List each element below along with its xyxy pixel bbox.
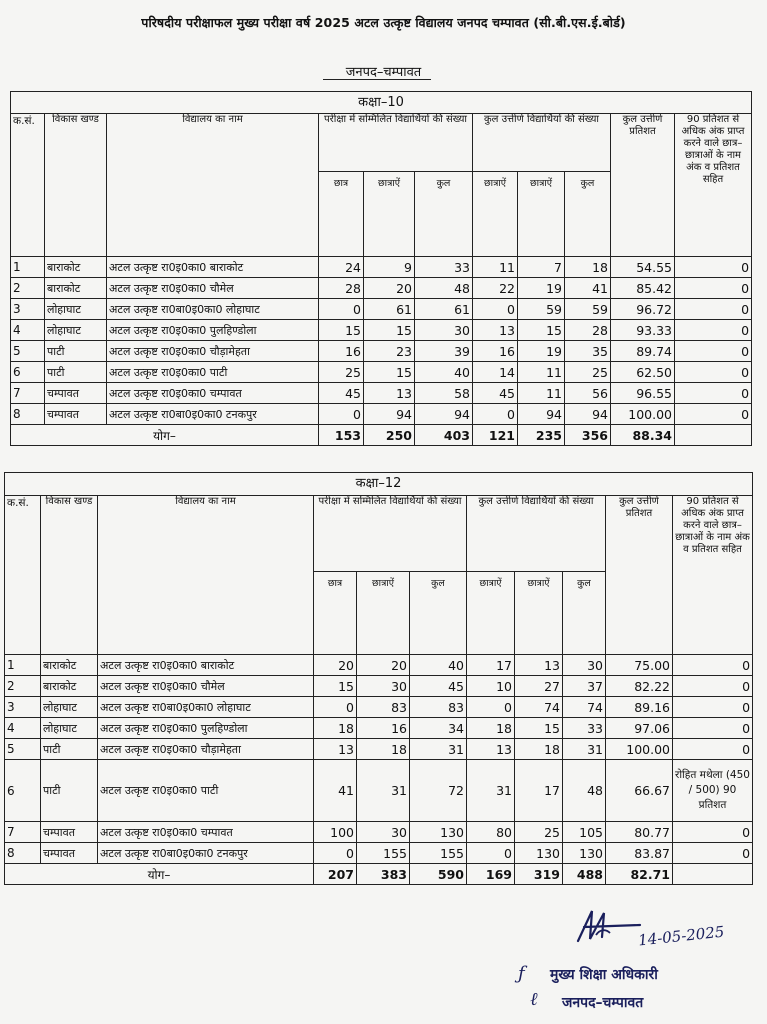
row-girls: 30	[357, 822, 410, 843]
row-boys: 0	[314, 843, 357, 864]
row-total: 94	[415, 404, 473, 425]
row-total: 34	[410, 718, 467, 739]
table-row	[5, 676, 753, 697]
row-serial: 1	[11, 257, 45, 278]
row-p-total: 94	[565, 404, 611, 425]
total-label: योग–	[11, 425, 319, 446]
row-p-boys: 0	[467, 697, 515, 718]
row-p-total: 25	[565, 362, 611, 383]
row-p-boys: 14	[473, 362, 518, 383]
row-p-total: 31	[563, 739, 606, 760]
row-p-girls: 130	[515, 843, 563, 864]
row-pct: 82.22	[606, 676, 673, 697]
row-girls: 9	[364, 257, 415, 278]
row-school: अटल उत्कृष्ट रा0इ0का0 बाराकोट	[107, 257, 319, 278]
row-boys: 20	[314, 655, 357, 676]
row-p-boys: 45	[473, 383, 518, 404]
row-total: 31	[410, 739, 467, 760]
row-serial: 2	[11, 278, 45, 299]
table-row	[11, 362, 752, 383]
row-p-girls: 18	[515, 739, 563, 760]
row-school: अटल उत्कृष्ट रा0बा0इ0का0 टनकपुर	[98, 843, 314, 864]
row-top-students: 0	[675, 299, 752, 320]
row-girls: 30	[357, 676, 410, 697]
row-block: लोहाघाट	[45, 320, 107, 341]
row-girls: 20	[357, 655, 410, 676]
row-p-boys: 80	[467, 822, 515, 843]
row-school: अटल उत्कृष्ट रा0इ0का0 बाराकोट	[98, 655, 314, 676]
row-p-total: 130	[563, 843, 606, 864]
row-school: अटल उत्कृष्ट रा0इ0का0 पाटी	[98, 760, 314, 822]
row-school: अटल उत्कृष्ट रा0इ0का0 चम्पावत	[98, 822, 314, 843]
row-girls: 94	[364, 404, 415, 425]
row-top-students: 0	[673, 697, 753, 718]
row-girls: 18	[357, 739, 410, 760]
total-label: योग–	[5, 864, 314, 885]
row-pct: 62.50	[611, 362, 675, 383]
row-pct: 97.06	[606, 718, 673, 739]
row-top-students: 0	[673, 676, 753, 697]
row-girls: 13	[364, 383, 415, 404]
row-boys: 45	[319, 383, 364, 404]
row-p-total: 48	[563, 760, 606, 822]
row-block: पाटी	[45, 341, 107, 362]
table-row	[5, 718, 753, 739]
row-boys: 0	[319, 404, 364, 425]
row-total: 45	[410, 676, 467, 697]
row-pct: 96.55	[611, 383, 675, 404]
row-top-students: 0	[675, 341, 752, 362]
class12-caption: कक्षा–12	[5, 473, 753, 496]
appeared-header: परीक्षा में सम्मिलित विद्यार्थियों की संख्या	[319, 114, 473, 172]
row-p-boys: 17	[467, 655, 515, 676]
row-p-boys: 11	[473, 257, 518, 278]
row-total: 39	[415, 341, 473, 362]
row-top-students: 0	[675, 404, 752, 425]
row-boys: 15	[319, 320, 364, 341]
total-passed-total: 488	[563, 864, 606, 885]
officer-title: मुख्य शिक्षा अधिकारी	[550, 967, 658, 983]
total-subheader: कुल	[415, 172, 473, 257]
total-top-cell	[673, 864, 753, 885]
total-boys: 207	[314, 864, 357, 885]
class10-caption: कक्षा–10	[11, 92, 752, 114]
row-school: अटल उत्कृष्ट रा0इ0का0 चौड़ामेहता	[107, 341, 319, 362]
row-total: 40	[415, 362, 473, 383]
row-pct: 83.87	[606, 843, 673, 864]
row-block: बाराकोट	[45, 278, 107, 299]
row-p-total: 30	[563, 655, 606, 676]
row-top-students: 0	[675, 362, 752, 383]
row-p-total: 105	[563, 822, 606, 843]
row-school: अटल उत्कृष्ट रा0इ0का0 चौमेल	[107, 278, 319, 299]
total-top-cell	[675, 425, 752, 446]
initials-mark-2: ℓ	[530, 989, 538, 1010]
row-boys: 16	[319, 341, 364, 362]
total-total: 590	[410, 864, 467, 885]
row-girls: 23	[364, 341, 415, 362]
row-pct: 96.72	[611, 299, 675, 320]
row-serial: 4	[11, 320, 45, 341]
row-p-total: 18	[565, 257, 611, 278]
row-total: 33	[415, 257, 473, 278]
passed-total-subheader: कुल	[563, 572, 606, 655]
row-girls: 31	[357, 760, 410, 822]
row-p-girls: 13	[515, 655, 563, 676]
row-top-students: 0	[675, 383, 752, 404]
row-school: अटल उत्कृष्ट रा0बा0इ0का0 लोहाघाट	[107, 299, 319, 320]
row-total: 130	[410, 822, 467, 843]
row-boys: 15	[314, 676, 357, 697]
row-school: अटल उत्कृष्ट रा0इ0का0 चौमेल	[98, 676, 314, 697]
table-row	[11, 299, 752, 320]
total-passed-total: 356	[565, 425, 611, 446]
row-total: 30	[415, 320, 473, 341]
passed-girls-subheader: छात्राऐं	[518, 172, 565, 257]
class12-total-row	[5, 864, 753, 885]
passed-girls-subheader: छात्राऐं	[515, 572, 563, 655]
row-serial: 8	[11, 404, 45, 425]
row-block: लोहाघाट	[41, 697, 98, 718]
row-p-total: 33	[563, 718, 606, 739]
row-p-girls: 7	[518, 257, 565, 278]
total-subheader: कुल	[410, 572, 467, 655]
row-p-girls: 19	[518, 341, 565, 362]
top-students-header: 90 प्रतिशत से अधिक अंक प्राप्त करने वाले छात्र–छात्राओं के नाम अंक व प्रतिशत सहित	[675, 114, 752, 257]
table-row	[5, 760, 753, 822]
row-block: लोहाघाट	[45, 299, 107, 320]
row-serial: 1	[5, 655, 41, 676]
passed-boys-subheader: छात्राऐं	[467, 572, 515, 655]
row-top-students: रोहित मथेला (450 / 500) 90 प्रतिशत	[673, 760, 753, 822]
boys-subheader: छात्र	[319, 172, 364, 257]
total-passed-girls: 319	[515, 864, 563, 885]
row-block: बाराकोट	[41, 676, 98, 697]
row-p-girls: 27	[515, 676, 563, 697]
row-serial: 6	[5, 760, 41, 822]
row-block: चम्पावत	[41, 843, 98, 864]
page-title: परिषदीय परीक्षाफल मुख्य परीक्षा वर्ष 2025 अटल उत्कृष्ट विद्यालय जनपद चम्पावत (सी.बी.एस.ई.बोर्ड)	[141, 15, 626, 30]
row-block: चम्पावत	[45, 404, 107, 425]
row-total: 72	[410, 760, 467, 822]
row-school: अटल उत्कृष्ट रा0इ0का0 पुलहिण्डोला	[98, 718, 314, 739]
initials-mark: ƒ	[518, 963, 525, 984]
passed-header: कुल उत्तीर्ण विद्यार्थियों की संख्या	[473, 114, 611, 172]
row-p-boys: 18	[467, 718, 515, 739]
row-boys: 25	[319, 362, 364, 383]
total-total: 403	[415, 425, 473, 446]
class12-table	[4, 472, 753, 885]
row-block: चम्पावत	[41, 822, 98, 843]
row-total: 48	[415, 278, 473, 299]
sn-header: क.सं.	[5, 496, 41, 655]
row-school: अटल उत्कृष्ट रा0इ0का0 चम्पावत	[107, 383, 319, 404]
row-serial: 6	[11, 362, 45, 383]
row-block: चम्पावत	[45, 383, 107, 404]
row-serial: 5	[11, 341, 45, 362]
row-top-students: 0	[675, 278, 752, 299]
passed-boys-subheader: छात्राऐं	[473, 172, 518, 257]
boys-subheader: छात्र	[314, 572, 357, 655]
row-top-students: 0	[675, 257, 752, 278]
table-row	[11, 278, 752, 299]
row-p-total: 35	[565, 341, 611, 362]
row-p-total: 28	[565, 320, 611, 341]
row-block: पाटी	[41, 739, 98, 760]
row-total: 155	[410, 843, 467, 864]
row-pct: 85.42	[611, 278, 675, 299]
school-header: विद्यालय का नाम	[107, 114, 319, 257]
row-block: बाराकोट	[45, 257, 107, 278]
row-p-boys: 10	[467, 676, 515, 697]
row-boys: 41	[314, 760, 357, 822]
officer-place: जनपद–चम्पावत	[562, 995, 644, 1011]
block-header: विकास खण्ड	[41, 496, 98, 655]
row-p-total: 37	[563, 676, 606, 697]
class10-total-row	[11, 425, 752, 446]
district-underline	[323, 79, 431, 80]
row-pct: 89.16	[606, 697, 673, 718]
row-pct: 100.00	[606, 739, 673, 760]
row-p-boys: 0	[473, 404, 518, 425]
table-row	[11, 320, 752, 341]
row-block: बाराकोट	[41, 655, 98, 676]
row-top-students: 0	[673, 843, 753, 864]
row-p-girls: 17	[515, 760, 563, 822]
row-pct: 66.67	[606, 760, 673, 822]
row-top-students: 0	[673, 718, 753, 739]
table-row	[5, 843, 753, 864]
row-serial: 3	[11, 299, 45, 320]
total-boys: 153	[319, 425, 364, 446]
row-boys: 0	[314, 697, 357, 718]
top-students-header: 90 प्रतिशत से अधिक अंक प्राप्त करने वाले छात्र–छात्राओं के नाम अंक व प्रतिशत सहित	[673, 496, 753, 655]
row-top-students: 0	[673, 822, 753, 843]
table-row	[11, 341, 752, 362]
row-p-girls: 15	[518, 320, 565, 341]
row-total: 58	[415, 383, 473, 404]
row-pct: 75.00	[606, 655, 673, 676]
total-pass-pct: 82.71	[606, 864, 673, 885]
total-pass-pct: 88.34	[611, 425, 675, 446]
row-girls: 20	[364, 278, 415, 299]
row-serial: 8	[5, 843, 41, 864]
table-row	[11, 404, 752, 425]
total-passed-girls: 235	[518, 425, 565, 446]
row-serial: 2	[5, 676, 41, 697]
row-p-girls: 19	[518, 278, 565, 299]
class10-table	[10, 91, 752, 446]
row-p-girls: 74	[515, 697, 563, 718]
row-girls: 83	[357, 697, 410, 718]
row-girls: 155	[357, 843, 410, 864]
row-total: 83	[410, 697, 467, 718]
school-header: विद्यालय का नाम	[98, 496, 314, 655]
row-school: अटल उत्कृष्ट रा0बा0इ0का0 टनकपुर	[107, 404, 319, 425]
row-total: 61	[415, 299, 473, 320]
row-serial: 7	[11, 383, 45, 404]
row-girls: 15	[364, 362, 415, 383]
row-p-girls: 94	[518, 404, 565, 425]
row-p-girls: 59	[518, 299, 565, 320]
row-p-boys: 22	[473, 278, 518, 299]
row-p-total: 74	[563, 697, 606, 718]
table-row	[11, 257, 752, 278]
row-pct: 80.77	[606, 822, 673, 843]
row-pct: 93.33	[611, 320, 675, 341]
row-boys: 28	[319, 278, 364, 299]
appeared-header: परीक्षा में सम्मिलित विद्यार्थियों की संख्या	[314, 496, 467, 572]
row-p-girls: 25	[515, 822, 563, 843]
row-school: अटल उत्कृष्ट रा0इ0का0 चौड़ामेहता	[98, 739, 314, 760]
row-girls: 15	[364, 320, 415, 341]
pass-pct-header: कुल उत्तीर्ण प्रतिशत	[611, 114, 675, 257]
pass-pct-header: कुल उत्तीर्ण प्रतिशत	[606, 496, 673, 655]
table-row	[5, 739, 753, 760]
row-boys: 0	[319, 299, 364, 320]
district-label: जनपद–चम्पावत	[345, 65, 422, 80]
row-p-girls: 15	[515, 718, 563, 739]
passed-header: कुल उत्तीर्ण विद्यार्थियों की संख्या	[467, 496, 606, 572]
table-row	[5, 697, 753, 718]
girls-subheader: छात्राऐं	[357, 572, 410, 655]
row-p-girls: 11	[518, 362, 565, 383]
row-school: अटल उत्कृष्ट रा0इ0का0 पुलहिण्डोला	[107, 320, 319, 341]
row-p-boys: 0	[473, 299, 518, 320]
row-top-students: 0	[675, 320, 752, 341]
row-top-students: 0	[673, 655, 753, 676]
signature-block	[510, 905, 760, 1020]
table-row	[5, 822, 753, 843]
signature-date: 14-05-2025	[637, 922, 726, 950]
girls-subheader: छात्राऐं	[364, 172, 415, 257]
row-pct: 54.55	[611, 257, 675, 278]
row-block: लोहाघाट	[41, 718, 98, 739]
total-passed-boys: 121	[473, 425, 518, 446]
row-pct: 100.00	[611, 404, 675, 425]
sn-header: क.सं.	[11, 114, 45, 257]
row-p-boys: 16	[473, 341, 518, 362]
block-header: विकास खण्ड	[45, 114, 107, 257]
row-boys: 100	[314, 822, 357, 843]
row-p-boys: 0	[467, 843, 515, 864]
row-p-girls: 11	[518, 383, 565, 404]
row-p-total: 59	[565, 299, 611, 320]
total-girls: 383	[357, 864, 410, 885]
passed-total-subheader: कुल	[565, 172, 611, 257]
table-row	[5, 655, 753, 676]
row-serial: 7	[5, 822, 41, 843]
row-boys: 13	[314, 739, 357, 760]
table-row	[11, 383, 752, 404]
row-p-total: 41	[565, 278, 611, 299]
total-passed-boys: 169	[467, 864, 515, 885]
row-p-boys: 13	[467, 739, 515, 760]
row-serial: 5	[5, 739, 41, 760]
row-girls: 16	[357, 718, 410, 739]
row-top-students: 0	[673, 739, 753, 760]
row-serial: 4	[5, 718, 41, 739]
row-total: 40	[410, 655, 467, 676]
total-girls: 250	[364, 425, 415, 446]
row-boys: 18	[314, 718, 357, 739]
row-pct: 89.74	[611, 341, 675, 362]
row-school: अटल उत्कृष्ट रा0बा0इ0का0 लोहाघाट	[98, 697, 314, 718]
row-p-total: 56	[565, 383, 611, 404]
row-p-boys: 13	[473, 320, 518, 341]
row-serial: 3	[5, 697, 41, 718]
row-block: पाटी	[41, 760, 98, 822]
row-block: पाटी	[45, 362, 107, 383]
row-school: अटल उत्कृष्ट रा0इ0का0 पाटी	[107, 362, 319, 383]
row-boys: 24	[319, 257, 364, 278]
row-p-boys: 31	[467, 760, 515, 822]
row-girls: 61	[364, 299, 415, 320]
